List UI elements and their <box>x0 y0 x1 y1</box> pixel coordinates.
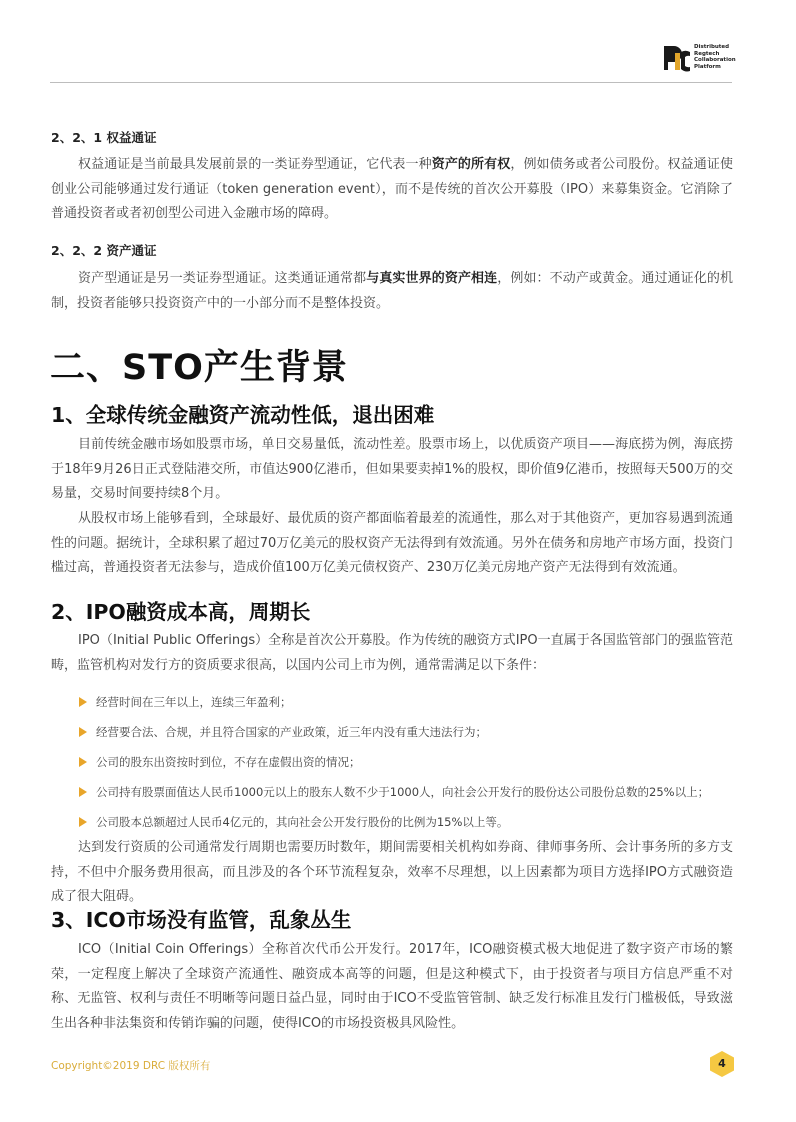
logo-line: Regtech <box>694 50 720 57</box>
list-item <box>79 687 739 717</box>
logo-line: Collaboration <box>694 57 736 64</box>
list-item <box>79 777 739 807</box>
list-item <box>79 747 739 777</box>
list-item <box>79 717 739 747</box>
list-item-text: 公司股本总额超过人民币4亿元的，其向社会公开发行股份的比例为15%以上等。 <box>96 815 509 829</box>
section-222-paragraph <box>51 267 733 316</box>
arrow-bullet-icon <box>79 787 87 797</box>
section-2-paragraph-1: IPO（Initial Public Offerings）全称是首次公开募股。作为传统的融资方式IPO一直属于各国监管部门的强监管范畴，监管机构对发行方的资质要求很高，以国内公司上市为例，通常需满足以下条件： <box>51 633 733 673</box>
section-221-heading: 2、2、1 权益通证 <box>51 130 157 145</box>
ipo-conditions-list <box>79 687 739 837</box>
arrow-bullet-icon <box>79 757 87 767</box>
section-1-paragraph-1: 目前传统金融市场如股票市场，单日交易量低，流动性差。股票市场上，以优质资产项目——海底捞为例，海底捞于18年9月26日正式登陆港交所，市值达900亿港币，但如果要卖掉1%的股权，即价值9亿港币，按照每天500万的交易量，交易时间要持续8个月。 <box>51 437 733 501</box>
list-item-text: 经营时间在三年以上，连续三年盈利； <box>96 695 292 709</box>
text-run: ，例如：不动产或黄金。通过通证化的机制，投资者能够只投资资产中的一小部分而不是整体投资。 <box>51 271 733 311</box>
section-1-title: 1、全球传统金融资产流动性低，退出困难 <box>51 403 435 427</box>
arrow-bullet-icon <box>79 697 87 707</box>
header-divider <box>50 82 732 83</box>
bold-text: 与真实世界的资产相连 <box>366 271 498 286</box>
text-run: 资产型通证是另一类证券型通证。这类通证通常都 <box>78 271 367 286</box>
text-run: ，例如债务或者公司股份。权益通证使创业公司能够通过发行通证（token generation event），而不是传统的首次公开募股（IPO）来募集资金。它消除了普通投资者或者初创型公司进入金融市场的障碍。 <box>51 157 733 221</box>
logo-line: Platform <box>694 63 721 70</box>
section-3-paragraph: ICO（Initial Coin Offerings）全称首次代币公开发行。2017年，ICO融资模式极大地促进了数字资产市场的繁荣，一定程度上解决了全球资产流通性、融资成本高等的问题，但是这种模式下，由于投资者与项目方信息严重不对称、无监管、权利与责任不明晰等问题日益凸显，同时由于ICO不受监管管制、缺乏发行标准且发行门槛极低，导致滋生出各种非法集资和传销诈骗的问题，使得ICO的市场投资极具风险性。 <box>51 942 733 1031</box>
logo-text <box>694 44 736 70</box>
arrow-bullet-icon <box>79 727 87 737</box>
chapter-title: 二、STO产生背景 <box>50 348 348 388</box>
page-number-badge <box>709 1050 735 1078</box>
list-item-text: 经营要合法、合规，并且符合国家的产业政策，近三年内没有重大违法行为； <box>96 725 487 739</box>
section-3-title: 3、ICO市场没有监管，乱象丛生 <box>51 908 352 932</box>
drc-logo-mark-icon <box>664 44 690 72</box>
section-222-heading: 2、2、2 资产通证 <box>51 243 157 258</box>
text-run: 权益通证是当前最具发展前景的一类证券型通证，它代表一种 <box>78 157 432 172</box>
list-item-text: 公司的股东出资按时到位，不存在虚假出资的情况； <box>96 755 361 769</box>
section-1-paragraph-2: 从股权市场上能够看到，全球最好、最优质的资产都面临着最差的流通性，那么对于其他资产，更加容易遇到流通性的问题。据统计，全球积累了超过70万亿美元的股权资产无法得到有效流通。另外在债务和房地产市场方面，投资门槛过高，普通投资者无法参与，造成价值100万亿美元债权资产、230万亿美元房地产资产无法得到有效流通。 <box>51 511 733 575</box>
page-number: 4 <box>718 1057 726 1070</box>
footer-copyright: Copyright©2019 DRC 版权所有 <box>51 1060 211 1072</box>
section-2-paragraph-2: 达到发行资质的公司通常发行周期也需要历时数年，期间需要相关机构如券商、律师事务所、会计事务所的多方支持，不但中介服务费用很高，而且涉及的各个环节流程复杂，效率不尽理想，以上因素都为项目方选择IPO方式融资造成了很大阻碍。 <box>51 840 733 904</box>
drc-logo <box>664 44 734 72</box>
bold-text: 资产的所有权 <box>431 157 511 172</box>
section-2-title: 2、IPO融资成本高，周期长 <box>51 600 311 624</box>
list-item-text: 公司持有股票面值达人民币1000元以上的股东人数不少于1000人，向社会公开发行的股份达公司股份总数的25%以上； <box>96 785 710 799</box>
list-item <box>79 807 739 837</box>
arrow-bullet-icon <box>79 817 87 827</box>
section-221-paragraph <box>51 153 733 227</box>
logo-line: Distributed <box>694 44 730 50</box>
